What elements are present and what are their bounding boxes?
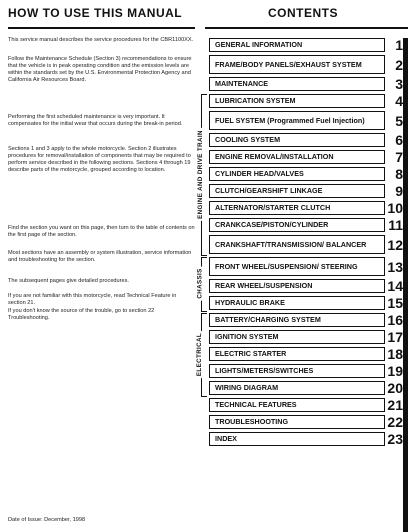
toc-number: 10 bbox=[385, 201, 403, 215]
toc-item-cooling-system[interactable]: COOLING SYSTEM 6 bbox=[209, 133, 403, 147]
toc-item-troubleshooting[interactable]: TROUBLESHOOTING 22 bbox=[209, 415, 403, 429]
technical-feature-paragraph: If you are not familiar with this motorcycle, read Technical Feature in section 21. bbox=[8, 293, 177, 306]
toc-item-alternator-starter[interactable]: ALTERNATOR/STARTER CLUTCH 10 bbox=[209, 201, 403, 215]
toc-item-index[interactable]: INDEX 23 bbox=[209, 432, 403, 446]
toc-number: 17 bbox=[385, 330, 403, 344]
toc-item-technical-features[interactable]: TECHNICAL FEATURES 21 bbox=[209, 398, 403, 412]
toc-number: 9 bbox=[385, 184, 403, 198]
toc-item-electric-starter[interactable]: ELECTRIC STARTER 18 bbox=[209, 347, 403, 361]
toc-item-hydraulic-brake[interactable]: HYDRAULIC BRAKE 15 bbox=[209, 296, 403, 310]
troubleshooting-paragraph: If you don't know the source of the trouble, go to section 22 Troubleshooting. bbox=[8, 308, 155, 321]
toc-number: 13 bbox=[385, 257, 403, 276]
toc-number: 16 bbox=[385, 313, 403, 327]
toc-number: 5 bbox=[385, 111, 403, 130]
toc-number: 18 bbox=[385, 347, 403, 361]
issue-date: Date of Issue: December, 1998 bbox=[8, 517, 86, 523]
toc-item-crankcase-piston[interactable]: CRANKCASE/PISTON/CYLINDER 11 bbox=[209, 218, 403, 232]
toc-number: 11 bbox=[385, 218, 403, 232]
toc-number: 21 bbox=[385, 398, 403, 412]
toc-item-cylinder-head[interactable]: CYLINDER HEAD/VALVES 8 bbox=[209, 167, 403, 181]
electrical-group-label: ELECTRICAL bbox=[196, 332, 204, 376]
toc-number: 3 bbox=[385, 77, 403, 91]
find-section-paragraph: Find the section you want on this page, then turn to the table of contents on the first page of the section. bbox=[8, 225, 195, 238]
subsequent-pages-paragraph: The subsequent pages give detailed procedures. bbox=[8, 278, 129, 284]
left-heading-rule bbox=[8, 27, 195, 29]
toc-item-rear-wheel[interactable]: REAR WHEEL/SUSPENSION 14 bbox=[209, 279, 403, 293]
toc-item-ignition-system[interactable]: IGNITION SYSTEM 17 bbox=[209, 330, 403, 344]
toc-number: 12 bbox=[385, 235, 403, 254]
toc-number: 19 bbox=[385, 364, 403, 378]
toc-item-general-information[interactable]: GENERAL INFORMATION 1 bbox=[209, 38, 403, 52]
chassis-group-label: CHASSIS bbox=[196, 268, 204, 299]
sections-paragraph: Sections 1 and 3 apply to the whole motorcycle. Section 2 illustrates procedures for removal/installation of components that may be required to perform service described in the following sections. Sections 4 through 19 describe parts of the motorcycle, grouped according to location. bbox=[8, 146, 191, 173]
toc-number: 6 bbox=[385, 133, 403, 147]
toc-item-lights-meters[interactable]: LIGHTS/METERS/SWITCHES 19 bbox=[209, 364, 403, 378]
toc-item-engine-removal[interactable]: ENGINE REMOVAL/INSTALLATION 7 bbox=[209, 150, 403, 164]
contents-heading: CONTENTS bbox=[268, 6, 338, 20]
maintenance-paragraph: Follow the Maintenance Schedule (Section 3) recommendations to ensure that the vehicle is in peak operating condition and the emission levels are within the standards set by the U.S. Environmental Protection Agency and California Air Resources Board. bbox=[8, 56, 192, 83]
toc-item-maintenance[interactable]: MAINTENANCE 3 bbox=[209, 77, 403, 91]
toc-item-wiring-diagram[interactable]: WIRING DIAGRAM 20 bbox=[209, 381, 403, 395]
intro-paragraph: This service manual describes the service procedures for the CBR1100XX. bbox=[8, 37, 194, 43]
toc-number: 2 bbox=[385, 55, 403, 74]
contents-heading-rule bbox=[205, 27, 408, 29]
toc-item-frame-body-panels[interactable]: FRAME/BODY PANELS/EXHAUST SYSTEM 2 bbox=[209, 55, 403, 74]
toc-number: 20 bbox=[385, 381, 403, 395]
toc-number: 4 bbox=[385, 94, 403, 108]
toc-item-battery-charging[interactable]: BATTERY/CHARGING SYSTEM 16 bbox=[209, 313, 403, 327]
manual-usage-heading: HOW TO USE THIS MANUAL bbox=[8, 6, 183, 20]
toc-number: 23 bbox=[385, 432, 403, 446]
engine-group-label: ENGINE AND DRIVE TRAIN bbox=[196, 129, 204, 219]
toc-item-fuel-system[interactable]: FUEL SYSTEM (Programmed Fuel Injection) 5 bbox=[209, 111, 403, 130]
section-tab-band bbox=[403, 38, 408, 532]
toc-number: 1 bbox=[385, 38, 403, 52]
toc-item-lubrication-system[interactable]: LUBRICATION SYSTEM 4 bbox=[209, 94, 403, 108]
toc-number: 8 bbox=[385, 167, 403, 181]
toc-number: 7 bbox=[385, 150, 403, 164]
toc-number: 14 bbox=[385, 279, 403, 293]
toc-number: 15 bbox=[385, 296, 403, 310]
toc-item-crankshaft-transmission[interactable]: CRANKSHAFT/TRANSMISSION/ BALANCER 12 bbox=[209, 235, 403, 254]
illustration-paragraph: Most sections have an assembly or system illustration, service information and troubleshooting for the section. bbox=[8, 250, 192, 263]
toc-number: 22 bbox=[385, 415, 403, 429]
toc-item-clutch-gearshift[interactable]: CLUTCH/GEARSHIFT LINKAGE 9 bbox=[209, 184, 403, 198]
first-maintenance-paragraph: Performing the first scheduled maintenance is very important. It compensates for the initial wear that occurs during the break-in period. bbox=[8, 114, 183, 127]
toc-item-front-wheel[interactable]: FRONT WHEEL/SUSPENSION/ STEERING 13 bbox=[209, 257, 403, 276]
